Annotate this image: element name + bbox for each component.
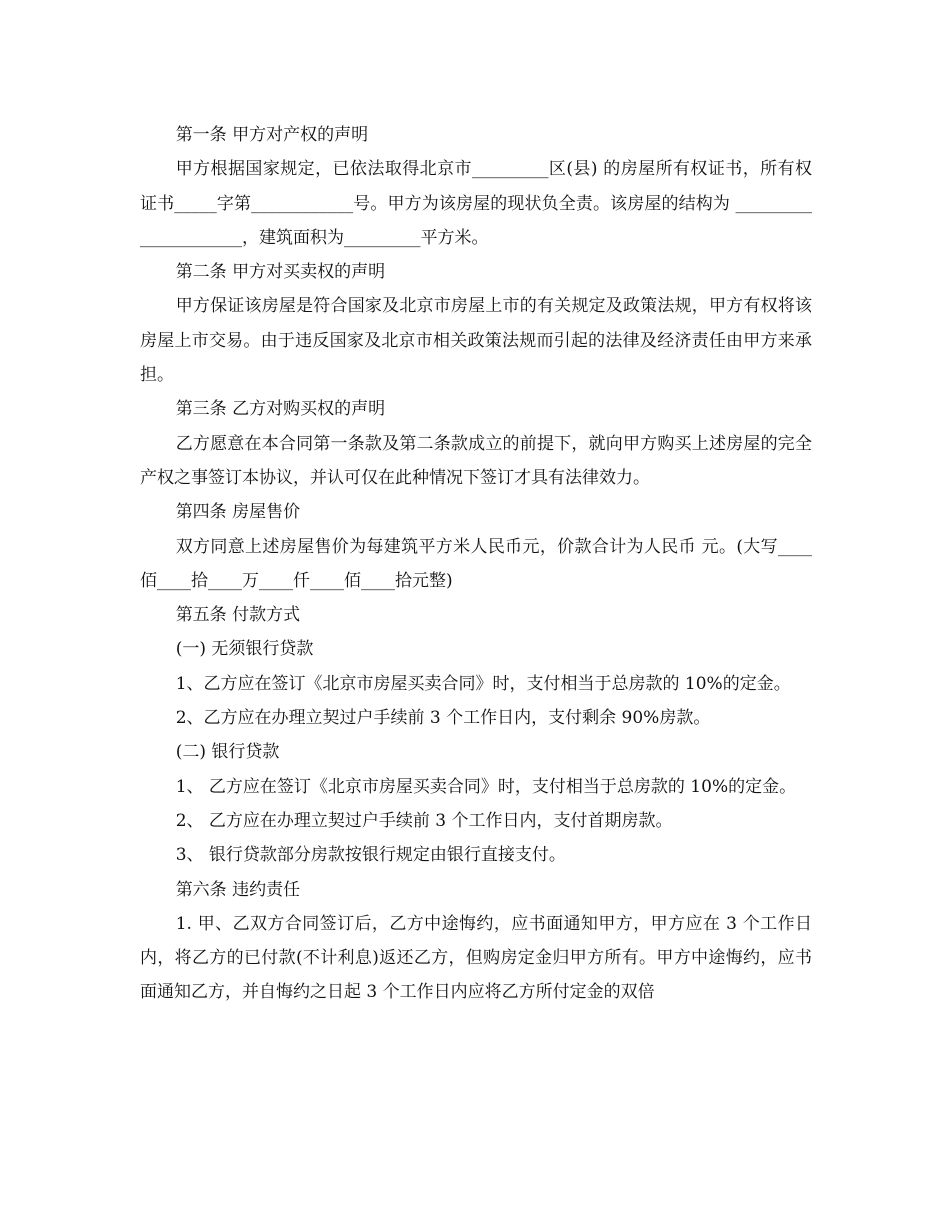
article-2-heading: 第二条 甲方对买卖权的声明: [175, 262, 386, 283]
article-5-section-2-title: (二) 银行贷款: [175, 742, 280, 763]
article-5-section-1-item-2: 2、乙方应在办理立契过户手续前 3 个工作日内，支付剩余 90%房款。: [175, 708, 711, 729]
article-1-body: 甲方根据国家规定，已依法取得北京市_________区(县) 的房屋所有权证书，所有权证书_____字第____________号。甲方为该房屋的现状负全责。该房屋的结构为 _____________________，建筑面积为_________平方米。: [140, 159, 812, 248]
article-3-heading: 第三条 乙方对购买权的声明: [175, 399, 386, 420]
article-4-heading: 第四条 房屋售价: [175, 502, 301, 523]
article-3-body: 乙方愿意在本合同第一条款及第二条款成立的前提下，就向甲方购买上述房屋的完全产权之事签订本协议，并认可仅在此种情况下签订才具有法律效力。: [140, 433, 812, 488]
contract-body: [140, 118, 812, 1010]
article-5-section-1-item-1: 1、乙方应在签订《北京市房屋买卖合同》时，支付相当于总房款的 10%的定金。: [175, 673, 791, 694]
article-1-heading: 第一条 甲方对产权的声明: [175, 125, 369, 145]
article-2-body: 甲方保证该房屋是符合国家及北京市房屋上市的有关规定及政策法规，甲方有权将该房屋上市交易。由于违反国家及北京市相关政策法规而引起的法律及经济责任由甲方来承担。: [140, 296, 812, 386]
article-5-section-1-title: (一) 无须银行贷款: [175, 639, 314, 660]
article-5-section-2-item-3: 3、 银行贷款部分房款按银行规定由银行直接支付。: [175, 845, 566, 866]
article-5-section-2-item-1: 1、 乙方应在签订《北京市房屋买卖合同》时，支付相当于总房款的 10%的定金。: [175, 776, 797, 797]
article-5-heading: 第五条 付款方式: [175, 605, 301, 626]
article-6-heading: 第六条 违约责任: [175, 879, 301, 900]
article-6-item-1: 1. 甲、乙双方合同签订后，乙方中途悔约，应书面通知甲方，甲方应在 3 个工作日内，将乙方的已付款(不计利息)返还乙方，但购房定金归甲方所有。甲方中途悔约，应书面通知乙方，并自悔约之日起 3 个工作日内应将乙方所付定金的双倍: [140, 913, 812, 1003]
article-4-body: 双方同意上述房屋售价为每建筑平方米人民币元，价款合计为人民币 元。(大写____佰____拾____万____仟____佰____拾元整): [140, 536, 812, 591]
article-5-section-2-item-2: 2、 乙方应在办理立契过户手续前 3 个工作日内，支付首期房款。: [175, 810, 673, 831]
